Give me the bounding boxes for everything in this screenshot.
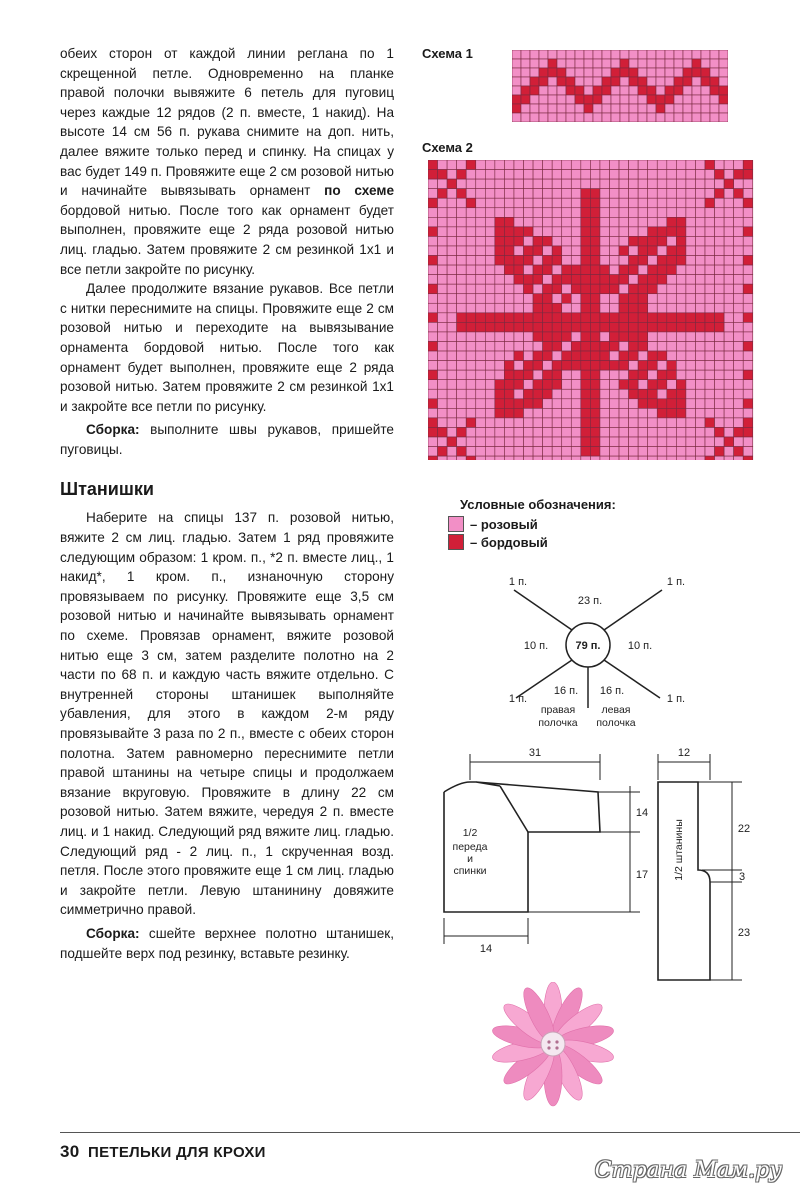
dim-3: 3 (738, 871, 746, 883)
paragraph-2: Далее продолжите вязание рукавов. Все петли с нитки переснимите на спицы. Провяжите еще 2 см розовой нитью и переходите на вывязывание орнамента бордовой нитью. После того как орнамент будет выполнен, провяжите еще 2 ряда розовой нитью. Затем провяжите 2 см резинкой 1х1 и закройте все петли по рисунку. (60, 281, 394, 414)
dim-14-a: 14 (635, 807, 649, 819)
raglan-right-front-2: полочка (538, 717, 578, 729)
front-label-4: спинки (453, 865, 487, 877)
page-footer (60, 1142, 266, 1162)
legend-title: Условные обозначения: (460, 497, 616, 512)
section-heading: Штанишки (60, 479, 154, 500)
front-label-2: переда (452, 841, 488, 853)
flower-image (478, 982, 628, 1112)
raglan-center-label: 79 п. (575, 640, 601, 652)
raglan-bl-label: 16 п. (553, 685, 579, 697)
page-number: 30 (60, 1142, 80, 1161)
dim-23: 23 (737, 927, 751, 939)
text-column (60, 44, 394, 963)
raglan-left-front: левая (601, 704, 631, 716)
schema-1-label: Схема 1 (422, 46, 473, 61)
legend-pink-label: – розовый (470, 516, 538, 532)
pink-swatch (448, 516, 464, 532)
footer-rule (60, 1132, 800, 1133)
raglan-corner-br: 1 п. (666, 693, 686, 705)
dim-14-b: 14 (479, 943, 493, 955)
raglan-corner-tr: 1 п. (666, 576, 686, 588)
raglan-left-label: 10 п. (523, 640, 549, 652)
paragraph-1: обеих сторон от каждой линии реглана по 1 скрещенной петле. Одновременно на планке правой полочки вывяжите 6 петель для пуговиц через каждые 12 рядов (2 п. вместе, 1 накид). На высоте 14 см 56 п. рукава снимите на доп. нить, далее вяжите только перед и спинку. На спицах у вас будет 149 п. Провяжите еще 2 см розовой нитью и начинайте вывязывать орнамент по схеме бордовой нитью. После того как орнамент будет выполнен, провяжите еще 2 ряда розовой нитью лиц. гладью. Затем провяжите 2 см резинкой 1х1 и все петли закройте по рисунку. (60, 46, 394, 277)
dim-31: 31 (528, 747, 542, 759)
schema-2-chart (428, 160, 754, 460)
front-label-3: и (467, 853, 473, 865)
paragraph-5: Сборка: сшейте верхнее полотно штанишек, подшейте верх под резинку, вставьте резинку. (60, 925, 395, 961)
legend-burgundy (448, 534, 548, 550)
schema-1-chart (512, 50, 728, 122)
dim-22: 22 (737, 823, 751, 835)
pants-label: 1/2 штанины (673, 819, 685, 881)
burgundy-swatch (448, 534, 464, 550)
front-label-1: 1/2 (462, 827, 478, 839)
raglan-right-front: правая (540, 704, 576, 716)
raglan-corner-bl: 1 п. (508, 693, 528, 705)
pants-pattern (650, 740, 770, 1000)
raglan-left-front-2: полочка (596, 717, 636, 729)
schema-2-label: Схема 2 (422, 140, 473, 155)
dim-12: 12 (677, 747, 691, 759)
paragraph-3: Сборка: выполните швы рукавов, пришейте пуговицы. (60, 422, 394, 457)
legend-pink (448, 516, 538, 532)
front-back-pattern (430, 740, 665, 960)
raglan-top-label: 23 п. (577, 595, 603, 607)
dim-17: 17 (635, 869, 649, 881)
watermark-logo: Страна Мам.ру (594, 1158, 782, 1183)
legend-burgundy-label: – бордовый (470, 534, 548, 550)
paragraph-4: Наберите на спицы 137 п. розовой нитью, вяжите 2 см лиц. гладью. Затем 1 ряд провяжите следующим образом: 1 кром. п., *2 п. вместе лиц., 1 накид*, 1 кром. п., изнаночную сторону провязываем по рисунку. Провяжите еще 3,5 см розовой нитью и начинайте вывязывать орнамент по схеме. Провязав орнамент, вяжите розовой нитью еще 3 см, затем разделите полотно на 2 части по 68 п. и каждую часть вяжите отдельно. С внутренней стороны штанишек выполняйте убавления, для этого в каждом 2-м ряду провязывайте 3 раза по 2 п., вместе с обеих сторон полотна. Затем равномерно переснимите петли правой штанины на четыре спицы и продолжаем вязание вкруговую. Провяжите в длину 22 см розовой нитью. Затем вяжите, чередуя 2 п. вместе лиц. и 1 накид. Следующий ряд вяжите лиц. гладью. Следующий ряд - 2 лиц. п., 1 скрученная возд. петля. После этого провяжите еще 1 см лиц. гладью и закройте петли. Левую штанинину довяжите симметрично правой. (60, 510, 394, 918)
magazine-title: ПЕТЕЛЬКИ ДЛЯ КРОХИ (87, 1144, 266, 1161)
raglan-br-label: 16 п. (599, 685, 625, 697)
raglan-right-label: 10 п. (627, 640, 653, 652)
raglan-corner-tl: 1 п. (508, 576, 528, 588)
raglan-diagram (490, 570, 710, 735)
